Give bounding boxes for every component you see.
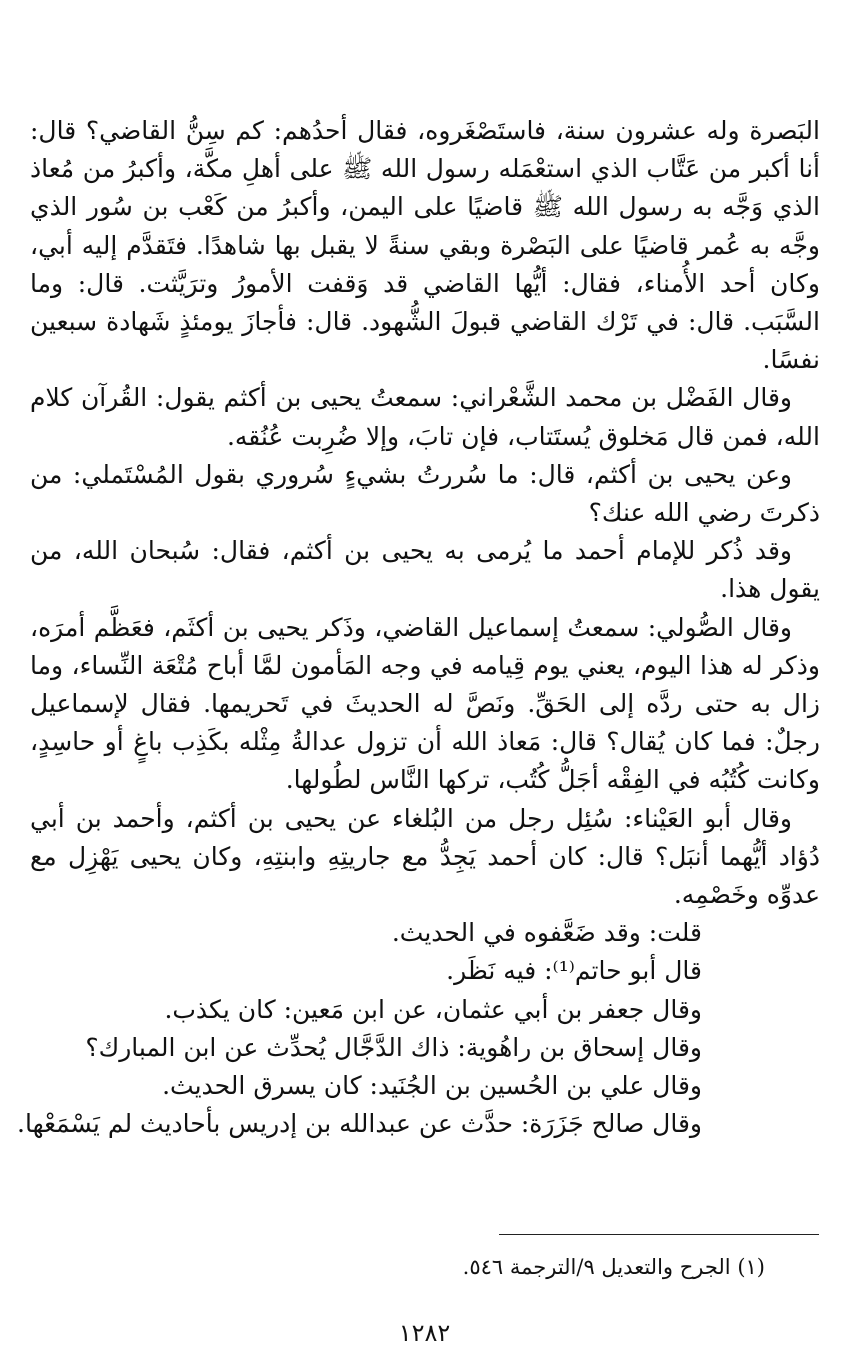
paragraph-suli-ismail: وقال الصُّولي: سمعتُ إسماعيل القاضي، وذَكر يحيى بن أكثَم، فعَظَّم أمرَه، وذكر له هذا اليوم، يعني يوم قِيامه في وجه المَأمون لمَّا أباح مُتْعَة النِّساء، وما زال به حتى ردَّه إلى الحَقِّ. ونَصَّ له الحديثَ في تَحريمها. فقال لإسماعيل رجلٌ: فما كان يُقال؟ قال: مَعاذ الله أن تزول عدالةُ مِثْله بكَذِب باغٍ أو حاسِدٍ، وكانت كُتُبُه في الفِقْه أجَلُّ كُتُب، تركها النَّاس لطُولها. [30, 612, 820, 795]
paragraph-mustamli: وعن يحيى بن أكثم، قال: ما سُررتُ بشيءٍ سُروري بقول المُسْتَملي: من ذكرتَ رضي الله عنك؟ [30, 459, 820, 528]
footnote-divider [499, 1234, 819, 1235]
paragraph-imam-ahmad: وقد ذُكر للإمام أحمد ما يُرمى به يحيى بن أكثم، فقال: سُبحان الله، من يقول هذا. [30, 536, 820, 604]
paragraph-fadl-quran: وقال الفَضْل بن محمد الشَّعْراني: سمعتُ يحيى بن أكثم يقول: القُرآن كلام الله، فمن قال مَخلوق يُستَتاب، فإن تابَ، وإلا ضُرِبت عُنُقه. [30, 383, 820, 451]
quote-line-ali-junayd: وقال علي بن الحُسين بن الجُنَيد: كان يسرق الحديث. [162, 1071, 702, 1101]
paragraph-basra-judge: البَصرة وله عشرون سنة، فاستَصْغَروه، فقال أحدُهم: كم سِنُّ القاضي؟ قال: أنا أكبر من عَتَّاب الذي استعْمَله رسول الله ﷺ على أهلِ مكَّة، وأكبرُ من مُعاذ الذي وَجَّه به رسول الله ﷺ قاضيًا على اليمن، وأكبرُ من كَعْب بن سُور الذي وجَّه به عُمر قاضيًا على البَصْرة وبقي سنةً لا يقبل بها شاهدًا. فتَقدَّم إليه أبي، وكان أحد الأُمناء، فقال: أيُّها القاضي قد وَقفت الأمورُ وترَيَّثت. قال: وما السَّبَب. قال: في تَرْك القاضي قبولَ الشُّهود. قال: فأجازَ يومئذٍ شَهادة سبعين نفسًا. [30, 116, 820, 375]
quote-line-qultu: قلت: وقد ضَعَّفوه في الحديث. [391, 918, 702, 948]
footnote: (١) الجرح والتعديل ٩/الترجمة ٥٤٦. [462, 1255, 765, 1279]
paragraph-abul-ayna: وقال أبو العَيْناء: سُئِل رجل من البُلغاء عن يحيى بن أكثم، وأحمد بن أبي دُؤاد أيُّهما أنبَل؟ قال: كان أحمد يَجِدُّ مع جاريتِهِ وابنتِهِ، وكان يحيى يَهْزِل مع عدوِّه وخَصْمِه. [30, 803, 820, 910]
book-page-body [17, 112, 820, 1143]
quote-line-abu-hatim: قال أبو حاتم⁽¹⁾: فيه نَظَر. [446, 956, 702, 986]
quote-line-salih-jazara: وقال صالح جَزَرَة: حدَّث عن عبدالله بن إدريس بأحاديث لم يَسْمَعْها. [17, 1109, 702, 1139]
page-number: ١٢٨٢ [398, 1319, 451, 1347]
quote-line-ishaq: وقال إسحاق بن راهُوية: ذاك الدَّجَّال يُحدِّث عن ابن المبارك؟ [85, 1032, 702, 1062]
quote-line-ibn-main: وقال جعفر بن أبي عثمان، عن ابن مَعين: كان يكذب. [164, 994, 702, 1024]
